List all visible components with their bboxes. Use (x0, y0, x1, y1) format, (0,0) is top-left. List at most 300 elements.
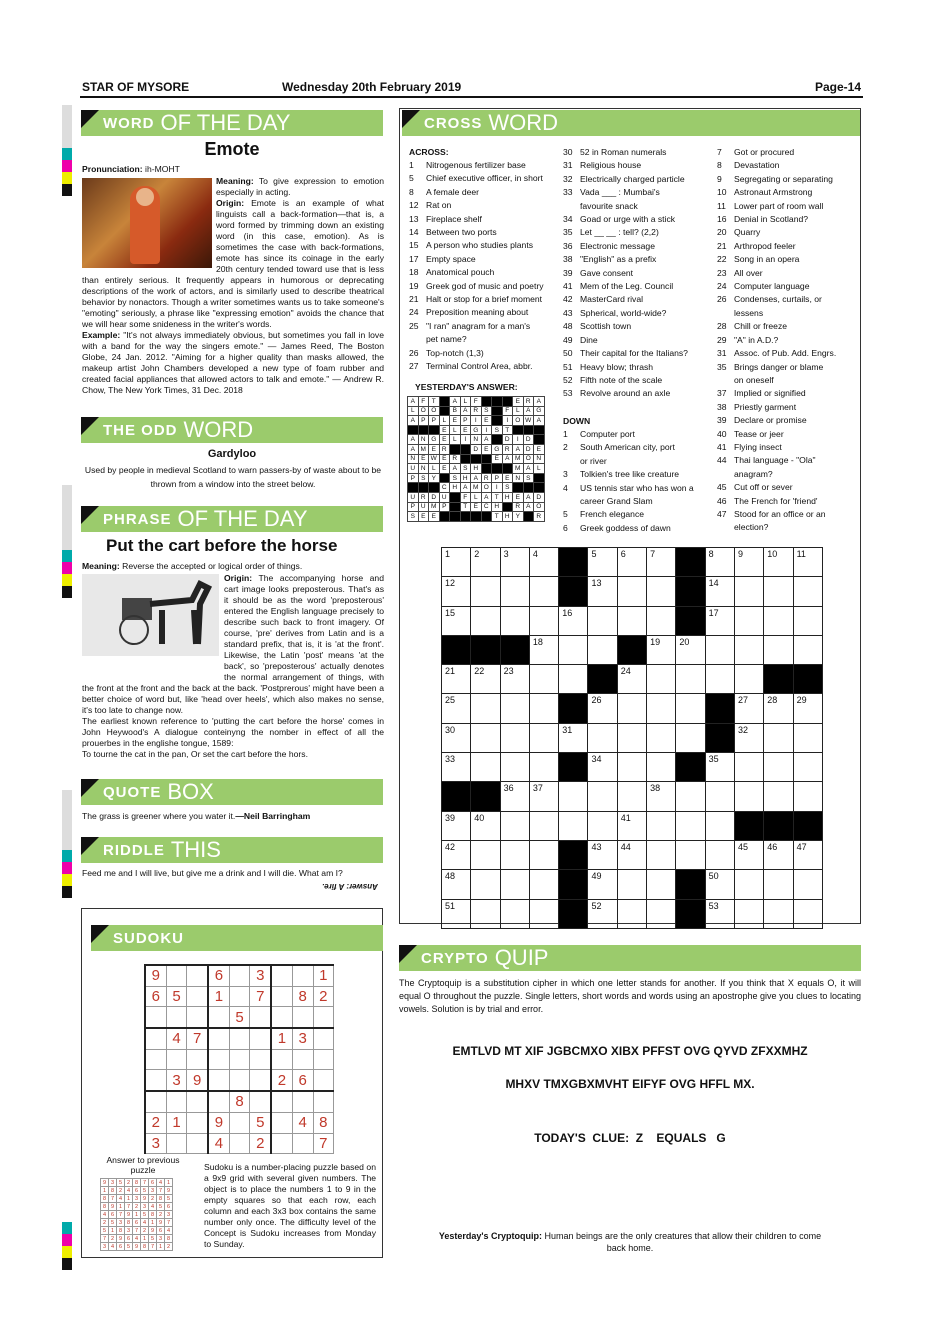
answer-cell (481, 512, 492, 522)
crossword-cell[interactable]: 31 (559, 723, 588, 752)
clue-item: 37 Implied or signified (717, 388, 806, 399)
crossword-cell[interactable]: 5 (588, 548, 617, 577)
crossword-cell[interactable] (617, 782, 646, 811)
crossword-cell[interactable] (734, 606, 763, 635)
sudoku-cell[interactable]: 7 (250, 986, 271, 1007)
clue-item: 27 Terminal Control Area, abbr. (409, 361, 533, 372)
sudoku-cell[interactable] (229, 965, 250, 986)
crossword-cell[interactable] (617, 753, 646, 782)
sudoku-cell[interactable] (250, 1028, 271, 1049)
previous-sudoku-cell: 1 (133, 1211, 141, 1219)
crossword-cell[interactable]: 48 (442, 870, 471, 899)
sudoku-cell[interactable]: 8 (229, 1091, 250, 1112)
crossword-cell[interactable]: 27 (734, 694, 763, 723)
crossword-cell[interactable]: 35 (705, 753, 734, 782)
crossword-cell[interactable] (471, 606, 500, 635)
sudoku-cell[interactable] (187, 1091, 208, 1112)
crossword-cell[interactable] (500, 753, 529, 782)
black-square (705, 694, 734, 723)
crossword-cell[interactable] (676, 782, 705, 811)
crossword-cell[interactable] (705, 665, 734, 694)
crossword-cell[interactable] (471, 753, 500, 782)
crossword-cell[interactable] (793, 899, 822, 928)
sudoku-cell[interactable] (166, 965, 187, 986)
clue-item: 21 Arthropod feeler (717, 240, 796, 251)
answer-cell: U (408, 492, 419, 502)
crossword-cell[interactable]: 30 (442, 723, 471, 752)
crossword-cell[interactable] (529, 899, 558, 928)
crossword-cell[interactable] (734, 782, 763, 811)
answer-cell (471, 512, 482, 522)
crossword-cell[interactable]: 13 (588, 577, 617, 606)
crossword-cell[interactable] (529, 840, 558, 869)
crossword-cell[interactable] (647, 723, 676, 752)
sudoku-cell[interactable] (250, 1091, 271, 1112)
answer-cell: A (450, 464, 461, 474)
sudoku-cell[interactable]: 3 (250, 965, 271, 986)
crossword-cell[interactable] (676, 723, 705, 752)
sudoku-cell[interactable] (229, 1070, 250, 1091)
crossword-cell[interactable]: 36 (500, 782, 529, 811)
crossword-cell[interactable] (647, 811, 676, 840)
crossword-cell[interactable] (500, 840, 529, 869)
crossword-cell[interactable] (647, 606, 676, 635)
sudoku-cell[interactable]: 8 (313, 1112, 334, 1133)
sudoku-cell[interactable] (187, 965, 208, 986)
answer-cell: L (460, 397, 471, 407)
crossword-cell[interactable] (764, 870, 793, 899)
sudoku-cell[interactable]: 1 (208, 986, 229, 1007)
crossword-cell[interactable]: 7 (647, 548, 676, 577)
sudoku-cell[interactable]: 8 (292, 986, 313, 1007)
crossword-cell[interactable] (793, 606, 822, 635)
sudoku-cell[interactable]: 6 (145, 986, 166, 1007)
crossword-cell[interactable] (500, 694, 529, 723)
crossword-cell[interactable] (705, 840, 734, 869)
answer-cell: E (429, 512, 440, 522)
sudoku-cell[interactable] (292, 1049, 313, 1070)
crossword-cell[interactable]: 37 (529, 782, 558, 811)
crossword-cell[interactable]: 50 (705, 870, 734, 899)
answer-cell: R (450, 454, 461, 464)
crossword-cell[interactable] (647, 753, 676, 782)
answer-cell: A (523, 464, 534, 474)
answer-cell: D (471, 444, 482, 454)
crossword-cell[interactable] (705, 635, 734, 664)
crossword-cell[interactable] (529, 753, 558, 782)
crossword-cell[interactable]: 33 (442, 753, 471, 782)
crossword-cell[interactable] (734, 899, 763, 928)
answer-cell: R (471, 406, 482, 416)
answer-cell: A (534, 397, 545, 407)
crossword-cell[interactable] (676, 840, 705, 869)
crossword-cell[interactable] (617, 606, 646, 635)
clue-item: favourite snack (580, 200, 638, 211)
crossword-cell[interactable] (617, 723, 646, 752)
crossword-cell[interactable] (529, 577, 558, 606)
crossword-cell[interactable] (500, 606, 529, 635)
sudoku-cell[interactable]: 4 (166, 1028, 187, 1049)
crossword-cell[interactable]: 10 (764, 548, 793, 577)
crossword-cell[interactable]: 26 (588, 694, 617, 723)
sudoku-cell[interactable] (271, 1049, 292, 1070)
sudoku-cell[interactable] (271, 1133, 292, 1154)
yesterday-cryptoquip: Yesterday's Cryptoquip: Human beings are the only creatures that allow their children to come back home. (438, 1231, 822, 1253)
sudoku-cell[interactable] (271, 1091, 292, 1112)
sudoku-cell[interactable] (229, 986, 250, 1007)
sudoku-cell[interactable] (313, 1070, 334, 1091)
crossword-cell[interactable] (559, 665, 588, 694)
crossword-cell[interactable] (529, 665, 558, 694)
crossword-cell[interactable] (793, 753, 822, 782)
yesterday-answer-label: YESTERDAY'S ANSWER: (415, 382, 518, 392)
sudoku-cell[interactable] (271, 986, 292, 1007)
crossword-cell[interactable] (500, 577, 529, 606)
crossword-cell[interactable] (647, 694, 676, 723)
crossword-cell[interactable]: 49 (588, 870, 617, 899)
crossword-cell[interactable] (764, 782, 793, 811)
crossword-cell[interactable] (676, 811, 705, 840)
sudoku-cell[interactable] (166, 1007, 187, 1028)
answer-cell (439, 512, 450, 522)
sudoku-cell[interactable] (229, 1112, 250, 1133)
answer-cell: A (502, 454, 513, 464)
answer-cell: B (450, 406, 461, 416)
previous-sudoku-cell: 2 (149, 1195, 157, 1203)
sudoku-cell[interactable]: 1 (313, 965, 334, 986)
crossword-cell[interactable] (764, 635, 793, 664)
previous-sudoku-cell: 4 (157, 1179, 165, 1187)
crossword-cell[interactable] (734, 635, 763, 664)
answer-cell: U (439, 492, 450, 502)
crossword-cell[interactable] (793, 635, 822, 664)
crossword-cell[interactable]: 17 (705, 606, 734, 635)
clue-item: 10 Astronaut Armstrong (717, 187, 813, 198)
sudoku-cell[interactable] (208, 1049, 229, 1070)
sudoku-cell[interactable] (208, 1070, 229, 1091)
answer-cell: R (418, 492, 429, 502)
sudoku-cell[interactable]: 3 (166, 1070, 187, 1091)
crossword-cell[interactable]: 25 (442, 694, 471, 723)
crossword-cell[interactable] (734, 577, 763, 606)
crossword-cell[interactable]: 3 (500, 548, 529, 577)
previous-sudoku-cell: 2 (101, 1219, 109, 1227)
sudoku-cell[interactable]: 9 (145, 965, 166, 986)
crossword-cell[interactable] (471, 840, 500, 869)
crossword-cell[interactable]: 53 (705, 899, 734, 928)
sudoku-cell[interactable] (313, 1049, 334, 1070)
sudoku-cell[interactable]: 9 (208, 1112, 229, 1133)
answer-cell: P (492, 473, 503, 483)
previous-sudoku-cell: 4 (109, 1243, 117, 1251)
phrase-meaning: Meaning: Reverse the accepted or logical order of things. (82, 561, 303, 571)
answer-cell: Y (429, 473, 440, 483)
crossword-cell[interactable]: 51 (442, 899, 471, 928)
crossword-cell[interactable] (764, 723, 793, 752)
answer-cell: I (460, 435, 471, 445)
crossword-cell[interactable] (588, 811, 617, 840)
cryptoquip-banner: CRYPTO QUIP (399, 945, 861, 971)
sudoku-cell[interactable] (313, 1028, 334, 1049)
sudoku-cell[interactable] (292, 1091, 313, 1112)
answer-cell (513, 425, 524, 435)
sudoku-cell[interactable] (145, 1070, 166, 1091)
crossword-cell[interactable] (647, 665, 676, 694)
crossword-cell[interactable] (793, 870, 822, 899)
crossword-cell[interactable]: 11 (793, 548, 822, 577)
crossword-cell[interactable]: 6 (617, 548, 646, 577)
crossword-cell[interactable] (764, 753, 793, 782)
clue-item: 53 Revolve around an axle (563, 388, 671, 399)
sudoku-cell[interactable] (292, 965, 313, 986)
crossword-cell[interactable]: 42 (442, 840, 471, 869)
sudoku-cell[interactable]: 2 (145, 1112, 166, 1133)
black-square (442, 635, 471, 664)
riddle-answer: Answer: A fire. (322, 882, 378, 891)
crossword-cell[interactable]: 46 (764, 840, 793, 869)
clue-item: lessens (734, 307, 764, 318)
answer-cell: A (481, 492, 492, 502)
cryptoquip-line-2: MHXV TMXGBXMVHT EIFYF OVG HFFL MX. (505, 1077, 755, 1091)
clue-item: 38 "English" as a prefix (563, 254, 657, 265)
previous-sudoku-cell: 4 (125, 1187, 133, 1195)
crossword-cell[interactable] (559, 782, 588, 811)
sudoku-cell[interactable] (187, 1133, 208, 1154)
sudoku-cell[interactable] (229, 1028, 250, 1049)
crossword-cell[interactable] (647, 577, 676, 606)
crossword-cell[interactable] (764, 899, 793, 928)
sudoku-cell[interactable]: 4 (208, 1133, 229, 1154)
crossword-cell[interactable]: 2 (471, 548, 500, 577)
crossword-cell[interactable] (500, 723, 529, 752)
sudoku-cell[interactable] (271, 965, 292, 986)
sudoku-cell[interactable] (208, 1028, 229, 1049)
answer-cell: U (418, 502, 429, 512)
sudoku-cell[interactable] (145, 1007, 166, 1028)
previous-sudoku-cell: 7 (109, 1195, 117, 1203)
crossword-cell[interactable] (647, 870, 676, 899)
sudoku-cell[interactable] (208, 1007, 229, 1028)
crossword-cell[interactable]: 19 (647, 635, 676, 664)
sudoku-cell[interactable] (166, 1049, 187, 1070)
crossword-cell[interactable] (764, 606, 793, 635)
crossword-cell[interactable] (500, 899, 529, 928)
crossword-cell[interactable] (529, 870, 558, 899)
clue-item: 41 Flying insect (717, 441, 782, 452)
sudoku-cell[interactable] (229, 1133, 250, 1154)
sudoku-cell[interactable] (250, 1049, 271, 1070)
clue-item: 22 Song in an opera (717, 254, 800, 265)
crossword-cell[interactable] (734, 753, 763, 782)
sudoku-cell[interactable]: 1 (166, 1112, 187, 1133)
sudoku-cell[interactable] (250, 1007, 271, 1028)
crossword-cell[interactable] (705, 811, 734, 840)
sudoku-cell[interactable]: 2 (271, 1070, 292, 1091)
crossword-cell[interactable] (705, 782, 734, 811)
crossword-cell[interactable] (529, 723, 558, 752)
answer-cell (534, 473, 545, 483)
crossword-cell[interactable] (471, 577, 500, 606)
crossword-cell[interactable]: 41 (617, 811, 646, 840)
answer-cell (418, 483, 429, 493)
crossword-cell[interactable] (617, 694, 646, 723)
crossword-cell[interactable]: 32 (734, 723, 763, 752)
previous-sudoku-cell: 9 (165, 1187, 173, 1195)
answer-cell: R (523, 397, 534, 407)
clue-item: anagram? (734, 468, 773, 479)
answer-cell: A (481, 435, 492, 445)
sudoku-cell[interactable]: 2 (250, 1133, 271, 1154)
crossword-cell[interactable] (559, 635, 588, 664)
black-square (559, 840, 588, 869)
crossword-cell[interactable] (734, 665, 763, 694)
sudoku-cell[interactable]: 3 (292, 1028, 313, 1049)
crossword-cell[interactable]: 40 (471, 811, 500, 840)
sudoku-cell[interactable] (313, 1007, 334, 1028)
crossword-cell[interactable]: 23 (500, 665, 529, 694)
crossword-cell[interactable]: 52 (588, 899, 617, 928)
crossword-cell[interactable]: 8 (705, 548, 734, 577)
answer-cell: R (481, 473, 492, 483)
crossword-cell[interactable]: 43 (588, 840, 617, 869)
answer-cell: S (523, 473, 534, 483)
sudoku-cell[interactable]: 6 (208, 965, 229, 986)
sudoku-cell[interactable]: 2 (313, 986, 334, 1007)
answer-cell (439, 473, 450, 483)
crossword-cell[interactable] (588, 782, 617, 811)
sudoku-cell[interactable] (292, 1133, 313, 1154)
crossword-cell[interactable]: 45 (734, 840, 763, 869)
sudoku-cell[interactable]: 7 (187, 1028, 208, 1049)
sudoku-cell[interactable] (250, 1070, 271, 1091)
crossword-cell[interactable]: 28 (764, 694, 793, 723)
sudoku-cell[interactable] (166, 1133, 187, 1154)
crossword-cell[interactable] (793, 723, 822, 752)
crossword-cell[interactable] (471, 899, 500, 928)
sudoku-cell[interactable]: 6 (292, 1070, 313, 1091)
crossword-cell[interactable] (647, 899, 676, 928)
crossword-cell[interactable] (471, 723, 500, 752)
crossword-cell[interactable]: 16 (559, 606, 588, 635)
sudoku-cell[interactable] (271, 1112, 292, 1133)
crossword-cell[interactable]: 20 (676, 635, 705, 664)
answer-cell: E (481, 444, 492, 454)
previous-sudoku-cell: 6 (109, 1211, 117, 1219)
previous-sudoku-cell: 1 (141, 1235, 149, 1243)
clue-item: 15 A person who studies plants (409, 240, 534, 251)
sudoku-cell[interactable]: 3 (145, 1133, 166, 1154)
previous-sudoku-cell: 5 (157, 1203, 165, 1211)
crossword-cell[interactable]: 9 (734, 548, 763, 577)
answer-cell: E (513, 397, 524, 407)
crossword-cell[interactable] (793, 782, 822, 811)
crossword-cell[interactable]: 34 (588, 753, 617, 782)
answer-cell (450, 444, 461, 454)
crossword-cell[interactable] (764, 577, 793, 606)
previous-sudoku-cell: 4 (101, 1211, 109, 1219)
crossword-cell[interactable] (471, 870, 500, 899)
crossword-cell[interactable]: 39 (442, 811, 471, 840)
crossword-cell[interactable]: 1 (442, 548, 471, 577)
sudoku-cell[interactable] (292, 1007, 313, 1028)
crossword-cell[interactable] (588, 723, 617, 752)
sudoku-cell[interactable] (187, 1049, 208, 1070)
crossword-cell[interactable] (500, 811, 529, 840)
sudoku-cell[interactable] (208, 1091, 229, 1112)
sudoku-cell[interactable] (187, 986, 208, 1007)
crossword-cell[interactable] (676, 694, 705, 723)
previous-sudoku-cell: 7 (101, 1235, 109, 1243)
crossword-cell[interactable] (529, 694, 558, 723)
crossword-cell[interactable] (617, 899, 646, 928)
answer-cell (523, 483, 534, 493)
sudoku-cell[interactable] (271, 1007, 292, 1028)
crossword-cell[interactable] (529, 811, 558, 840)
answer-cell: E (418, 454, 429, 464)
sudoku-cell[interactable] (187, 1007, 208, 1028)
sudoku-cell[interactable]: 4 (292, 1112, 313, 1133)
crossword-cell[interactable]: 29 (793, 694, 822, 723)
across-clues-col2 (563, 146, 688, 401)
crossword-cell[interactable]: 38 (647, 782, 676, 811)
sudoku-cell[interactable]: 7 (313, 1133, 334, 1154)
sudoku-cell[interactable] (145, 1028, 166, 1049)
crossword-cell[interactable] (676, 665, 705, 694)
sudoku-cell[interactable]: 5 (250, 1112, 271, 1133)
crossword-cell[interactable] (734, 870, 763, 899)
crossword-cell[interactable] (647, 840, 676, 869)
crossword-cell[interactable]: 21 (442, 665, 471, 694)
crossword-cell[interactable] (588, 606, 617, 635)
sudoku-cell[interactable] (229, 1049, 250, 1070)
crossword-cell[interactable]: 44 (617, 840, 646, 869)
crossword-cell[interactable]: 14 (705, 577, 734, 606)
crossword-cell[interactable]: 47 (793, 840, 822, 869)
black-square (734, 811, 763, 840)
sudoku-cell[interactable] (187, 1112, 208, 1133)
quote-text: The grass is greener where you water it.—Neil Barringham (82, 811, 311, 821)
crossword-cell[interactable] (617, 870, 646, 899)
sudoku-cell[interactable] (166, 1091, 187, 1112)
clue-item: 7 Got or procured (717, 147, 795, 157)
sudoku-cell[interactable]: 1 (271, 1028, 292, 1049)
crossword-cell[interactable]: 15 (442, 606, 471, 635)
previous-sudoku-cell: 1 (165, 1179, 173, 1187)
phrase-origin: Origin: The accompanying horse and cart image looks preposterous. That's as it should be as the word 'preposterous' entered the English language precisely to describe such back to front imagery. Of course, 'pre' derives from Latin and is a standard prefix, that is, it is 'at the front'. Likewise, the Latin 'post' means 'at the back', so 'preposterous' actually denotes the normal arrangement of things, with the front at the front and the back at the back. 'Postprerous' might have been a better choice of word but, like 'head over heels', which also makes no sense, it's too late to change now. The earliest known reference to 'putting the cart before the horse' comes in John Heywood's A dialogue conteinyng the nomber in effect of all the prouerbes in the englishe tongue, 1589: To tourne the cat in the pan, Or set the cart before the hors. (82, 573, 384, 759)
sudoku-cell[interactable]: 9 (187, 1070, 208, 1091)
previous-sudoku-cell: 5 (141, 1211, 149, 1219)
crossword-cell[interactable] (471, 694, 500, 723)
crossword-cell[interactable] (588, 635, 617, 664)
previous-sudoku-cell: 8 (133, 1179, 141, 1187)
crossword-cell[interactable]: 4 (529, 548, 558, 577)
crossword-cell[interactable] (617, 577, 646, 606)
crossword-cell[interactable]: 24 (617, 665, 646, 694)
crossword-cell[interactable] (500, 870, 529, 899)
crossword-cell[interactable] (793, 577, 822, 606)
sudoku-cell[interactable] (145, 1091, 166, 1112)
sudoku-cell[interactable]: 5 (166, 986, 187, 1007)
crossword-cell[interactable] (529, 606, 558, 635)
crossword-cell[interactable] (559, 811, 588, 840)
crossword-cell[interactable]: 18 (529, 635, 558, 664)
sudoku-cell[interactable] (313, 1091, 334, 1112)
sudoku-cell[interactable] (145, 1049, 166, 1070)
sudoku-cell[interactable]: 5 (229, 1007, 250, 1028)
previous-sudoku-cell: 1 (125, 1195, 133, 1203)
crossword-cell[interactable]: 22 (471, 665, 500, 694)
crossword-cell[interactable]: 12 (442, 577, 471, 606)
